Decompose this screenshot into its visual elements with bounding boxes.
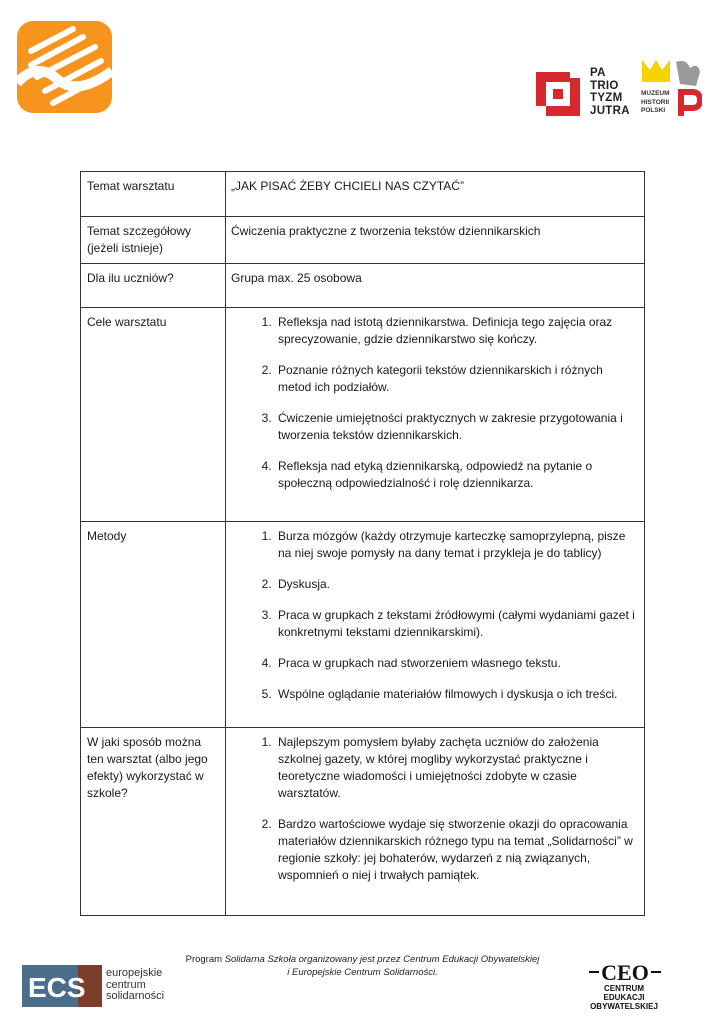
row-label: Dla ilu uczniów?	[81, 264, 226, 308]
row-value: „JAK PISAĆ ŻEBY CHCIELI NAS CZYTAĆ”	[226, 172, 645, 217]
row-value: Grupa max. 25 osobowa	[226, 264, 645, 308]
cele-list	[231, 314, 638, 492]
row-value: Ćwiczenia praktyczne z tworzenia tekstów dziennikarskich	[226, 217, 645, 264]
list-item: 1. Burza mózgów (każdy otrzymuje karteczkę samoprzylepną, pisze na niej swoje pomysły na dany temat i przykleja je do tablicy)	[275, 528, 638, 562]
patriotyzm-jutra-wordmark: PA TRIO TYZM JUTRA	[590, 67, 630, 117]
list-item: 1. Refleksja nad istotą dziennikarstwa. Definicja tego zajęcia oraz sprecyzowanie, gdzie dziennikarstwo się kończy.	[275, 314, 638, 348]
list-item: 1. Najlepszym pomysłem byłaby zachęta uczniów do założenia szkolnej gazety, w której mogliby wykorzystać praktyczne i teoretyczne wiadomości i umiejętności zdobyte w czasie warsztatów.	[275, 734, 638, 802]
row-value	[226, 728, 645, 916]
list-item: 4. Refleksja nad etyką dziennikarską, odpowiedź na pytanie o społeczną odpowiedzialność i rolę dziennikarza.	[275, 458, 638, 492]
list-item: 2. Dyskusja.	[275, 576, 638, 593]
ceo-mark: CEO	[601, 960, 649, 985]
table-row	[81, 264, 645, 308]
table-row-szkola	[81, 728, 645, 916]
row-label: Metody	[81, 522, 226, 728]
list-item: 4. Praca w grupkach nad stworzeniem własnego tekstu.	[275, 655, 638, 672]
muzeum-wordmark: MUZEUM HISTORII POLSKI	[641, 90, 670, 114]
table-row-cele	[81, 308, 645, 522]
ecs-mark: ECS	[28, 972, 86, 1003]
metody-list	[231, 528, 638, 703]
list-item: 3. Ćwiczenie umiejętności praktycznych w zakresie przygotowania i tworzenia tekstów dziennikarskich.	[275, 410, 638, 444]
list-item: 5. Wspólne oglądanie materiałów filmowych i dyskusja o ich treści.	[275, 686, 638, 703]
footer-part3: i Europejskie Centrum Solidarności.	[287, 967, 438, 978]
list-item: 3. Praca w grupkach z tekstami źródłowymi (całymi wydaniami gazet i konkretnymi tekstami dziennikarskimi).	[275, 607, 638, 641]
footer-part2: Solidarna Szkoła organizowany jest przez Centrum Edukacji Obywatelskiej	[224, 954, 540, 965]
ecs-logo	[22, 965, 102, 1007]
list-item: 2. Bardzo wartościowe wydaje się stworzenie okazji do opracowania materiałów dziennikarskich różnego typu na temat „Solidarności” w regionie szkoły: jej bohaterów, wydarzeń z nią związanych, wspomnień o niej i trwałych pamiątek.	[275, 816, 638, 884]
footer-part1: Program	[185, 954, 225, 965]
row-label: W jaki sposób można ten warsztat (albo jego efekty) wykorzystać w szkole?	[81, 728, 226, 916]
row-value	[226, 308, 645, 522]
row-label: Temat warsztatu	[81, 172, 226, 217]
workshop-table	[80, 171, 645, 916]
table-row	[81, 172, 645, 217]
footer-note	[150, 953, 575, 979]
row-value	[226, 522, 645, 728]
solidarnosc-hands-logo	[17, 21, 112, 113]
row-label: Temat szczegółowy (jeżeli istnieje)	[81, 217, 226, 264]
list-item: 2. Poznanie różnych kategorii tekstów dziennikarskich i różnych metod ich podziałów.	[275, 362, 638, 396]
row-label: Cele warsztatu	[81, 308, 226, 522]
table-row	[81, 217, 645, 264]
ecs-wordmark: europejskie centrum solidarności	[106, 967, 165, 1002]
szkola-list	[231, 734, 638, 884]
table-row-metody	[81, 522, 645, 728]
ceo-wordmark: CENTRUM EDUKACJI OBYWATELSKIEJ	[590, 984, 658, 1011]
